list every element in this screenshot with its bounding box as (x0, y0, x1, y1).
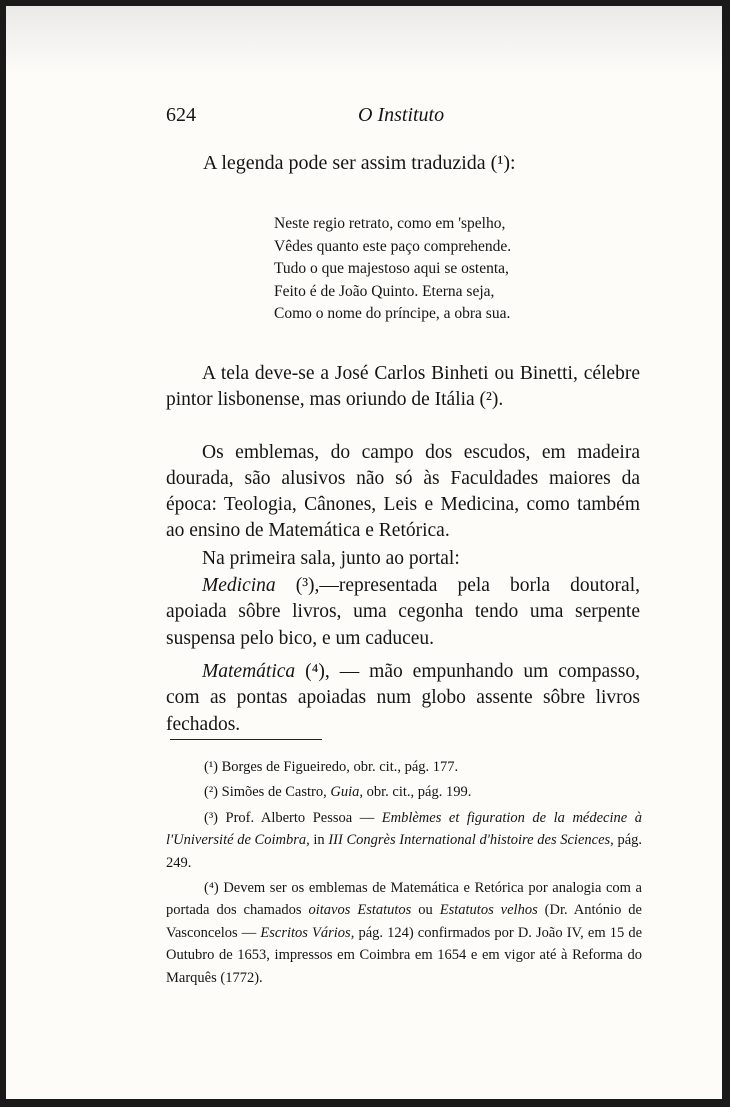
paragraph-first-room: Na primeira sala, junto ao portal: (202, 547, 460, 569)
footnote-text: (²) Simões de Castro, (204, 784, 331, 801)
poem-line: Neste regio retrato, como em 'spelho, (274, 215, 506, 232)
scan-shading (6, 6, 722, 76)
footnote-text: (⁴) Devem ser os emblemas de Matemática e Retórica por analogia com a portada dos chamados (166, 880, 642, 919)
poem-stanza (274, 213, 511, 326)
footnote-italic: Emblèmes et figuration de la médecine à l'Université de Coimbra, (166, 809, 642, 849)
running-title: O Instituto (358, 104, 445, 126)
footnote-rule (170, 739, 322, 740)
footnote-3 (166, 807, 642, 874)
page-header (166, 104, 646, 134)
footnote-1: (¹) Borges de Figueiredo, obr. cit., pág. 177. (204, 759, 459, 775)
paragraph-medicina (166, 573, 640, 652)
footnote-text: (³) Prof. Alberto Pessoa — (204, 809, 382, 826)
paragraph-matematica (166, 659, 640, 738)
paragraph-emblems: Os emblemas, do campo dos escudos, em madeira dourada, são alusivos não só às Faculdades maiores da época: Teologia, Cânones, Leis e Medicina, como também ao ensino de Matemática e Retórica. (166, 441, 640, 542)
footnote-italic: Estatutos velhos (439, 902, 538, 919)
footnote-text: obr. cit., pág. 199. (363, 784, 472, 801)
footnote-text: in (309, 832, 329, 849)
footnote-text: ou (411, 902, 440, 919)
paragraph-painter: A tela deve-se a José Carlos Binheti ou Binetti, célebre pintor lisbonense, mas oriundo de Itália (²). (166, 363, 640, 411)
footnote-italic: III Congrès International d'histoire des Sciences, (328, 832, 614, 849)
body-text (166, 361, 640, 738)
footnote-italic: oitavos Estatutos (308, 902, 412, 919)
footnote-text: pág. 249. (166, 832, 643, 871)
poem-line: Tudo o que majestoso aqui se ostenta, (274, 260, 509, 278)
footnote-text: (Dr. António de Vasconcelos — (166, 902, 642, 941)
medicina-label: Medicina (202, 575, 276, 597)
footnote-2 (166, 781, 642, 803)
poem-line: Vêdes quanto este paço comprehende. (274, 237, 512, 255)
footnote-italic: Escritos Vários, (260, 924, 355, 941)
footnote-4 (166, 877, 642, 989)
footnote-text: pág. 124) confirmados por D. João IV, em 15 de Outubro de 1653, impressos em Coimbra em 1654 e em vigor até à Reforma do Marquês (1772). (166, 924, 642, 986)
matematica-text: (⁴), — mão empunhando um compasso, com as pontas apoiadas num globo assente sôbre livros fechados. (166, 660, 640, 735)
matematica-label: Matemática (202, 660, 296, 682)
poem-line: Como o nome do príncipe, a obra sua. (274, 305, 511, 323)
poem-line: Feito é de João Quinto. Eterna seja, (274, 282, 495, 300)
medicina-text: (³),—representada pela borla doutoral, apoiada sôbre livros, uma cegonha tendo uma serpente suspensa pelo bico, e um caduceu. (166, 575, 640, 649)
page-number: 624 (166, 104, 196, 126)
intro-line: A legenda pode ser assim traduzida (¹): (203, 152, 516, 174)
book-page (6, 6, 722, 1099)
footnotes (166, 756, 642, 989)
footnote-italic: Guia, (330, 784, 363, 801)
